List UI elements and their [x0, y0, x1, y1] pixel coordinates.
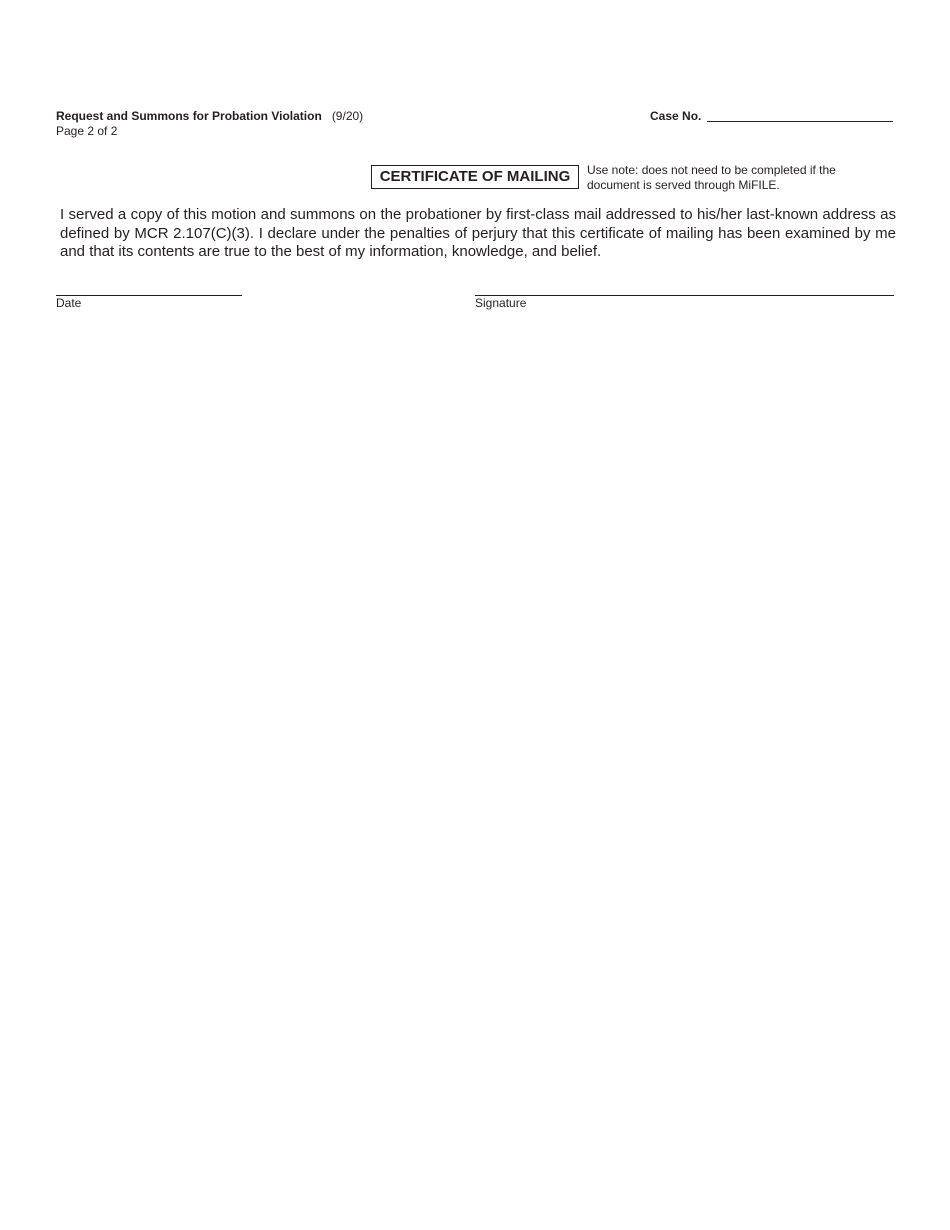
date-label: Date [56, 296, 82, 310]
case-no-label: Case No. [650, 109, 702, 123]
use-note: Use note: does not need to be completed if the document is served through MiFILE. [587, 163, 836, 192]
page-number: Page 2 of 2 [56, 124, 118, 138]
signature-label: Signature [475, 296, 527, 310]
form-revision: (9/20) [331, 109, 364, 123]
case-no-field[interactable] [707, 121, 893, 122]
date-field[interactable] [56, 295, 242, 296]
signature-field[interactable] [475, 295, 894, 296]
form-name: Request and Summons for Probation Violation [56, 109, 322, 123]
certificate-statement: I served a copy of this motion and summons on the probationer by first-class mail addressed to his/her last-known address as defined by MCR 2.107(C)(3). I declare under the penalties of perjury that this certificate of mailing has been examined by me and that its contents are true to the best of my information, knowledge, and belief. [60, 206, 896, 260]
certificate-heading: CERTIFICATE OF MAILING [371, 165, 579, 189]
form-title [56, 109, 363, 123]
